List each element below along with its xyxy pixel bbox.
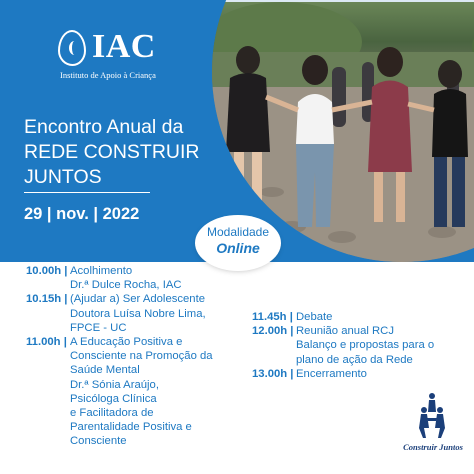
program-time: 12.00h | [252, 325, 294, 338]
program-item [26, 292, 251, 335]
program-detail: Doutora Luísa Nobre Lima, [70, 307, 206, 320]
modality-badge [197, 217, 279, 269]
program-detail: FPCE - UC [70, 321, 127, 334]
program-title: Consciente na Promoção da [70, 350, 213, 363]
program-title: A Educação Positiva e [70, 336, 183, 349]
program-time: 10.00h | [26, 265, 68, 277]
program-detail: Parentalidade Positiva e [70, 421, 192, 434]
program-title: (Ajudar a) Ser Adolescente [70, 293, 206, 306]
construir-juntos-figures-icon [414, 392, 450, 440]
program-detail: Psicóloga Clínica [70, 392, 157, 405]
program-detail: e Facilitadora de [70, 407, 154, 420]
program-title: Saúde Mental [70, 364, 140, 377]
event-date: 29 | nov. | 2022 [24, 205, 140, 223]
program-item [26, 264, 251, 292]
program-time: 11.00h | [26, 336, 67, 349]
program-item [252, 324, 462, 367]
program-item [252, 310, 462, 324]
construir-juntos-text: Construir Juntos [403, 442, 463, 452]
program-detail: Dr.ª Dulce Rocha, IAC [70, 279, 182, 292]
program-time: 10.15h | [26, 293, 68, 306]
construir-juntos-logo [398, 392, 468, 456]
program-right-column [252, 310, 462, 381]
iac-logo-icon [58, 30, 86, 66]
title-divider [24, 192, 150, 193]
iac-logo [58, 28, 168, 84]
event-title-line-2: REDE CONSTRUIR [24, 141, 200, 163]
iac-logo-name: IAC [92, 28, 156, 65]
event-title [24, 115, 200, 190]
program-item [252, 367, 462, 381]
iac-logo-subtitle: Instituto de Apoio à Criança [60, 70, 156, 80]
event-title-line-3: JUNTOS [24, 166, 102, 188]
modality-value: Online [216, 240, 260, 256]
event-title-line-1: Encontro Anual da [24, 116, 184, 138]
program-time: 11.45h | [252, 311, 293, 323]
program-item [26, 335, 251, 449]
modality-label: Modalidade [206, 225, 270, 239]
program-title: Debate [296, 311, 333, 323]
program-title: Acolhimento [70, 265, 133, 277]
program-detail: Consciente [70, 435, 127, 448]
program-title: Encerramento [296, 367, 367, 380]
program-detail: Dr.ª Sónia Araújo, [70, 378, 159, 391]
program-title: Reunião anual RCJ [296, 325, 394, 338]
program-time: 13.00h | [252, 367, 294, 380]
program-detail: Balanço e propostas para o [296, 339, 435, 352]
program-detail: plano de ação da Rede [296, 353, 413, 366]
program-left-column [26, 264, 251, 449]
